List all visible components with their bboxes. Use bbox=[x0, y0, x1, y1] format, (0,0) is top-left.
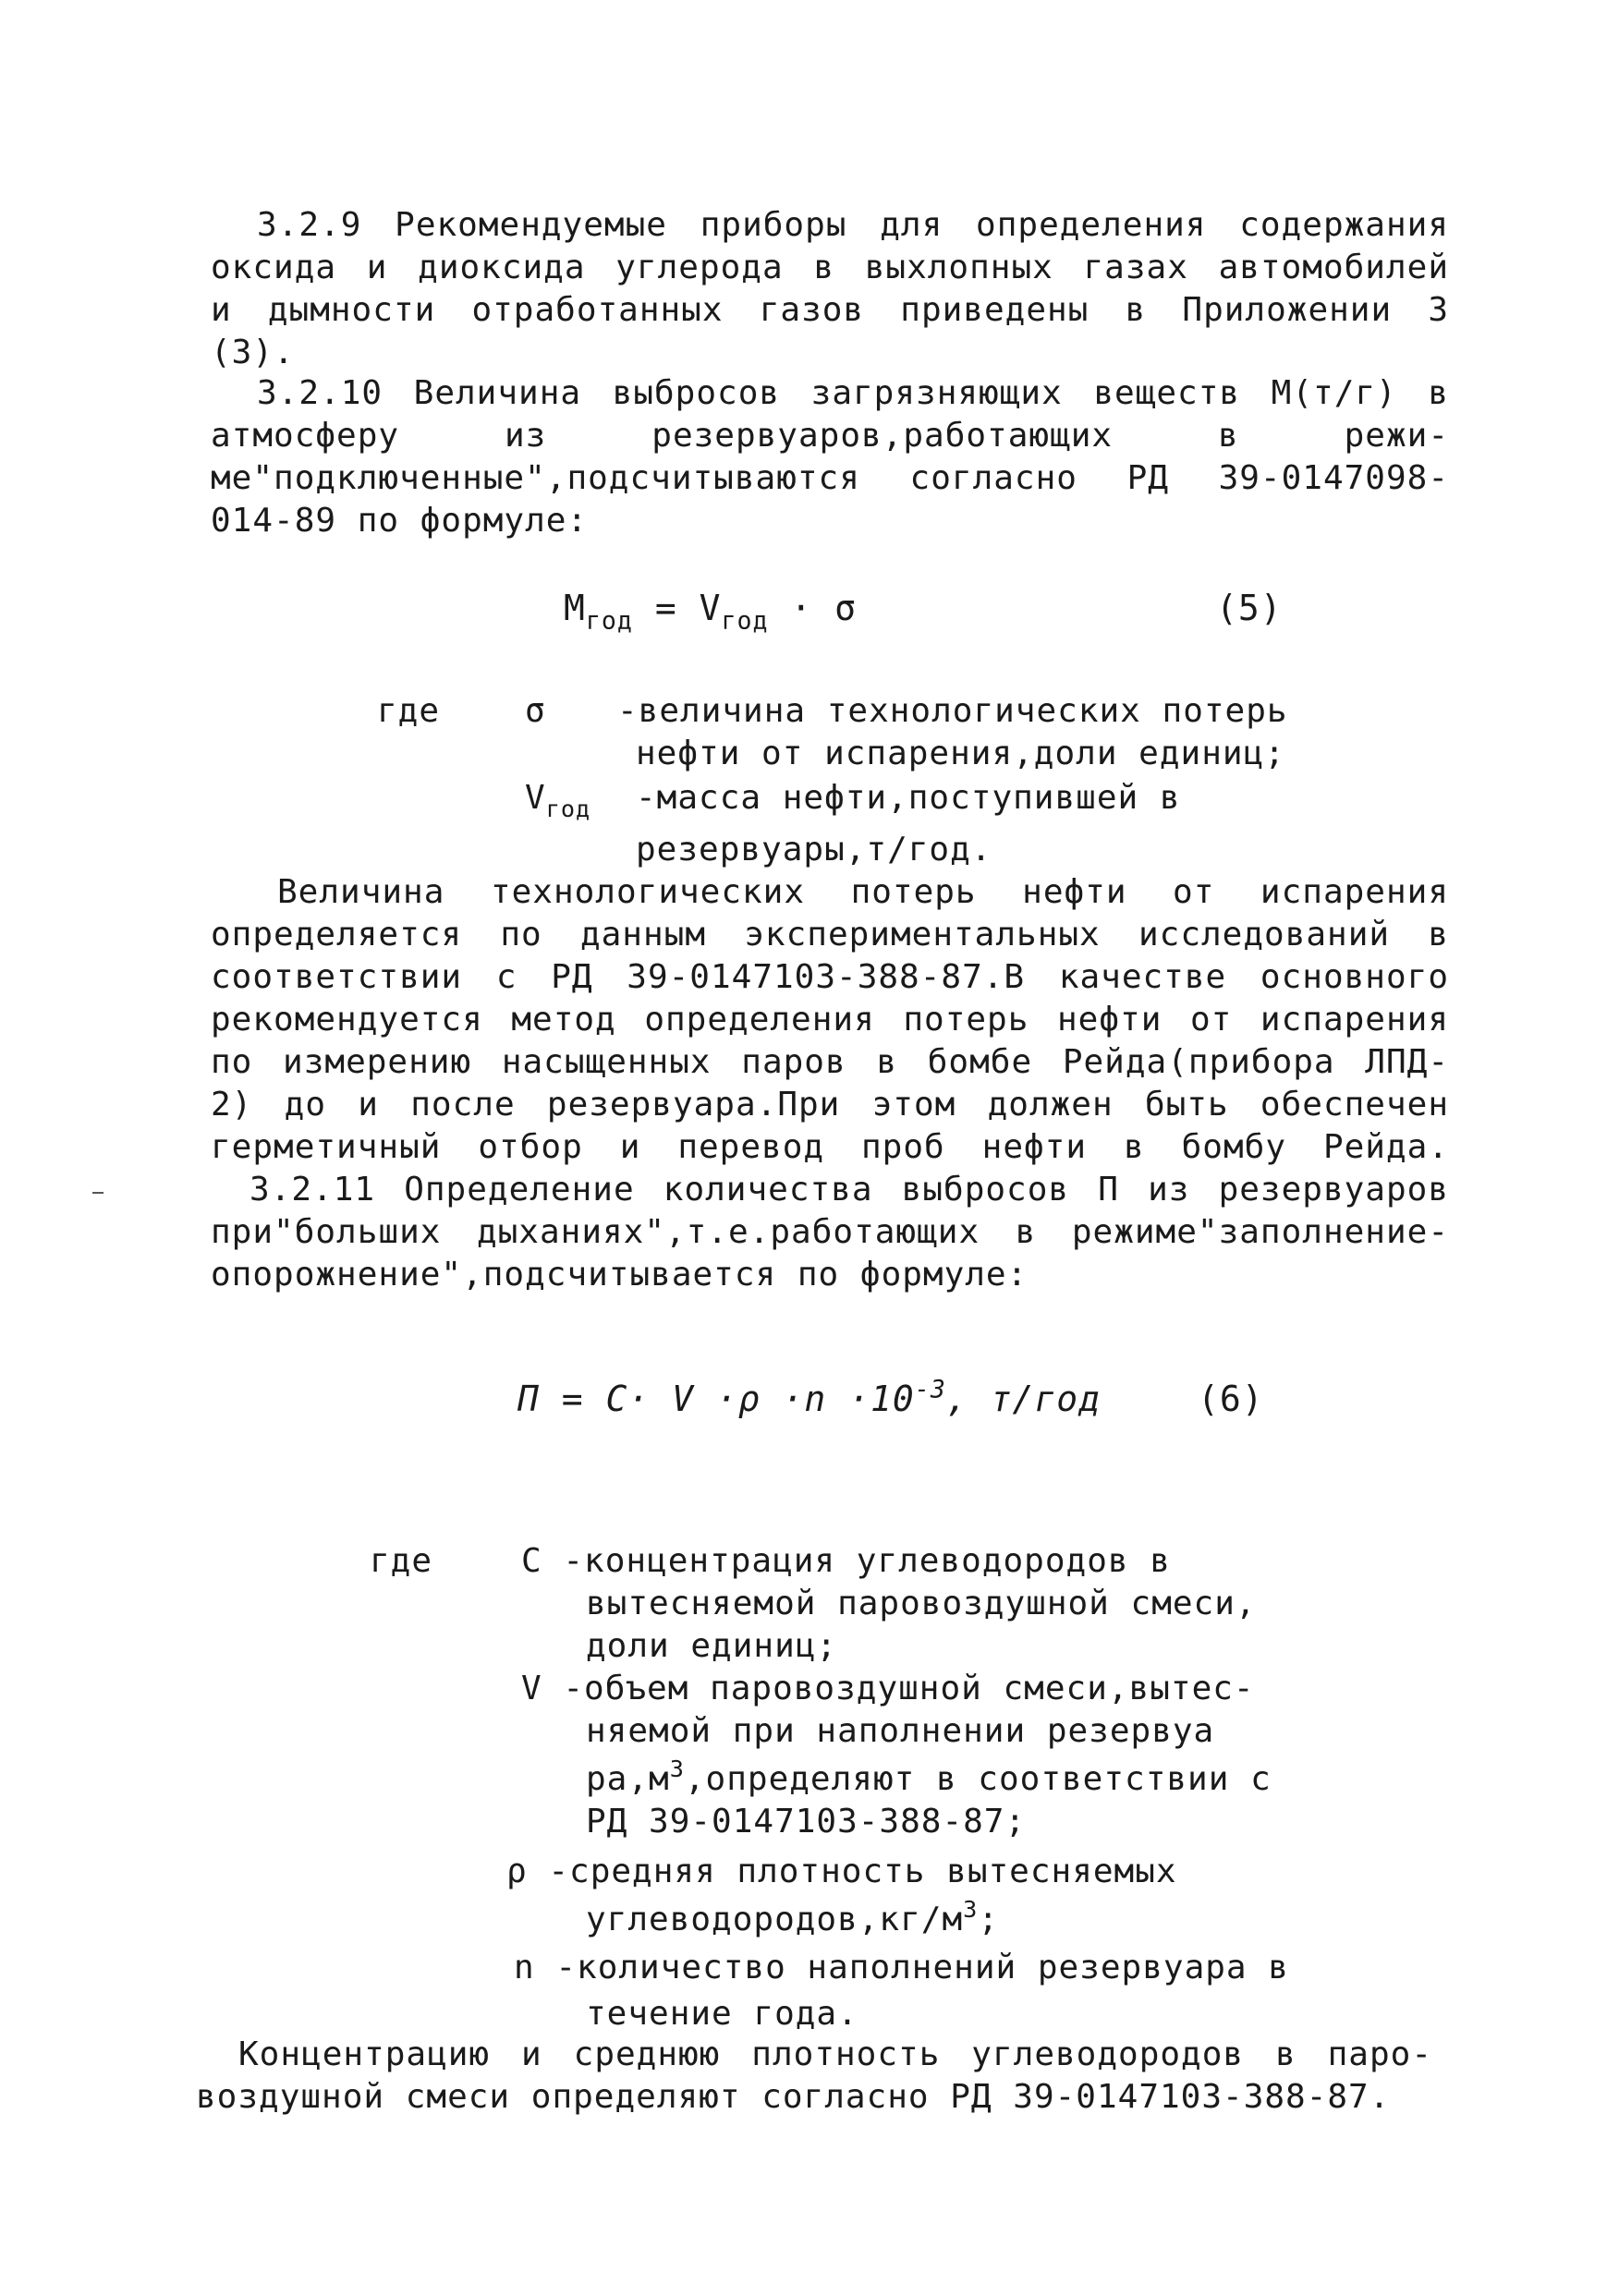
where6-v-line-2: няемой при наполнении резервуа bbox=[586, 1712, 1215, 1750]
where6-v-line-4: РД 39-0147103-388-87; bbox=[586, 1803, 1027, 1840]
where6-v-line-3 bbox=[586, 1755, 1272, 1800]
formula-6-unit: , т/год bbox=[945, 1379, 1101, 1419]
where6-v-exp: 3 bbox=[669, 1755, 685, 1783]
p329-line-3: и дымности отработанных газов приведены в Приложении 3 bbox=[211, 291, 1449, 329]
where6-v-line-1: V -объем паровоздушной смеси,вытес- bbox=[521, 1670, 1255, 1707]
where6-v-line-3b: ,определяют в соответствии с bbox=[684, 1760, 1272, 1798]
formula-5 bbox=[564, 588, 858, 636]
where5-v-symbol: V bbox=[525, 779, 546, 817]
where6-rho-line-2a: углеводородов,кг/м bbox=[586, 1901, 964, 1938]
formula-5-rhs-sub: год bbox=[721, 606, 769, 636]
margin-mark bbox=[92, 1192, 103, 1194]
where5-sigma-desc-2: нефти от испарения,доли единиц; bbox=[636, 735, 1285, 772]
p329-line-1: 3.2.9 Рекомендуемые приборы для определения содержания bbox=[257, 206, 1449, 244]
loss-line-7: герметичный отбор и перевод проб нефти в бомбу Рейда. bbox=[211, 1128, 1449, 1166]
where6-c-line-1: C -концентрация углеводородов в bbox=[521, 1542, 1171, 1580]
loss-line-5: по измерению насыщенных паров в бомбе Рейда(прибора ЛПД- bbox=[211, 1043, 1449, 1081]
where6-rho-line-2 bbox=[586, 1896, 999, 1940]
loss-line-2: определяется по данным экспериментальных исследований в bbox=[211, 916, 1449, 954]
formula-5-lhs-sub: год bbox=[585, 606, 633, 636]
where5-label: где bbox=[377, 692, 441, 730]
where6-rho-exp: 3 bbox=[963, 1896, 979, 1924]
where5-sigma: σ bbox=[525, 692, 546, 730]
p3210-line-1: 3.2.10 Величина выбросов загрязняющих веществ М(т/г) в bbox=[257, 374, 1449, 412]
p329-line-4: (3). bbox=[211, 334, 295, 371]
where6-v-line-3a: ра,м bbox=[586, 1760, 670, 1798]
loss-line-4: рекомендуется метод определения потерь нефти от испарения bbox=[211, 1001, 1449, 1039]
p3210-line-2: атмосферу из резервуаров,работающих в режи- bbox=[211, 417, 1449, 455]
formula-6 bbox=[517, 1375, 1101, 1419]
where6-rho-line-2b: ; bbox=[978, 1901, 999, 1938]
p329-line-2: оксида и диоксида углерода в выхлопных газах автомобилей bbox=[211, 249, 1449, 286]
formula-6-number: (6) bbox=[1198, 1379, 1264, 1419]
formula-5-tail: · σ bbox=[768, 588, 858, 628]
p3211-line-1: 3.2.11 Определение количества выбросов П из резервуаров bbox=[250, 1171, 1449, 1209]
formula-6-body: П = C· V ·ρ ·n ·10 bbox=[517, 1379, 915, 1419]
where6-n-line-1: n -количество наполнений резервуара в bbox=[514, 1949, 1289, 1986]
formula-5-eq: = V bbox=[632, 588, 722, 628]
where6-c-line-2: вытесняемой паровоздушной смеси, bbox=[586, 1585, 1257, 1622]
p3210-line-3: ме"подключенные",подсчитываются согласно РД 39-0147098- bbox=[211, 459, 1449, 497]
where6-rho-line-1: ρ -средняя плотность вытесняемых bbox=[506, 1853, 1177, 1890]
where6-label: где bbox=[370, 1542, 433, 1580]
where5-v-desc-1: -масса нефти,поступившей в bbox=[636, 779, 1181, 817]
p3210-line-4: 014-89 по формуле: bbox=[211, 502, 589, 540]
where5-v-desc-2: резервуары,т/год. bbox=[636, 831, 992, 869]
where5-v-sub: год bbox=[545, 795, 591, 822]
p3211-line-3: опорожнение",подсчитывается по формуле: bbox=[211, 1256, 1029, 1294]
loss-line-6: 2) до и после резервуара.При этом должен быть обеспечен bbox=[211, 1086, 1449, 1124]
formula-5-number: (5) bbox=[1216, 588, 1283, 628]
final-line-1: Концентрацию и среднюю плотность углеводородов в паро- bbox=[238, 2035, 1432, 2073]
loss-line-1: Величина технологических потерь нефти от испарения bbox=[277, 873, 1449, 911]
formula-5-lhs: М bbox=[564, 588, 586, 628]
where5-v bbox=[525, 778, 591, 822]
where6-c-line-3: доли единиц; bbox=[586, 1627, 838, 1665]
where5-sigma-desc-1: -величина технологических потерь bbox=[617, 692, 1288, 730]
where6-n-line-2: течение года. bbox=[586, 1995, 858, 2033]
final-line-2: воздушной смеси определяют согласно РД 39-0147103-388-87. bbox=[196, 2078, 1391, 2116]
loss-line-3: соответствии с РД 39-0147103-388-87.В качестве основного bbox=[211, 958, 1449, 996]
formula-6-exponent: -3 bbox=[914, 1375, 946, 1404]
p3211-line-2: при"больших дыханиях",т.е.работающих в режиме"заполнение- bbox=[211, 1213, 1449, 1251]
